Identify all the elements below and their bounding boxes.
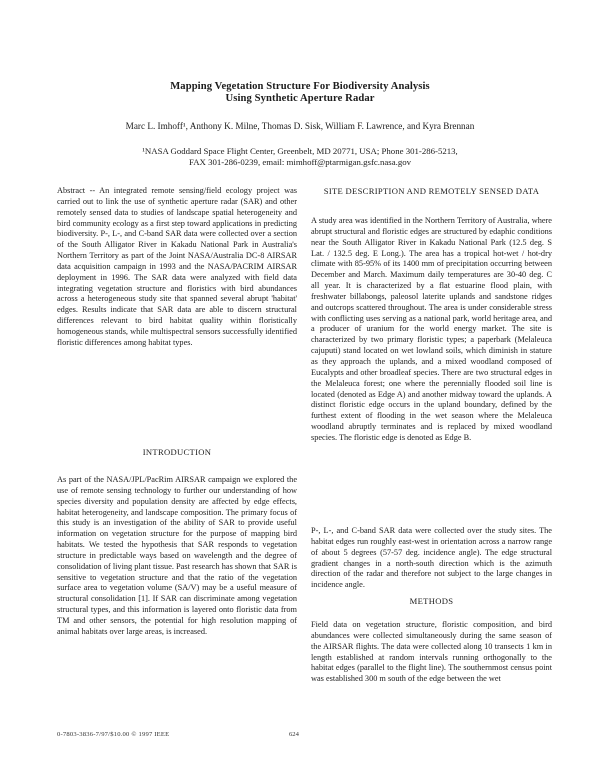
paper-title: [60, 81, 540, 106]
abstract-text: Abstract -- An integrated remote sensing/field ecology project was carried out to link the use of synthetic aperture radar (SAR) and other remotely sensed data to studies of landscape spatial heterogeneity and bird community ecology as a first step toward applications in predicting biodiversity. P-, L-, and C-band SAR data were collected over a section of the South Alligator River in Kakadu National Park in Australia's Northern Territory as part of the Joint NASA/Australia DC-8 AIRSAR data acquisition campaign in 1993 and the NASA/PACRIM AIRSAR deployment in 1996. The SAR data were analyzed with field data integrating vegetation structure and floristics with bird abundances across a heterogeneous study site that spanned several abrupt 'habitat' edges. Results indicate that SAR data are able to discern structural differences relevant to bird habitat quality within floristically homogeneous stands, while multispectral sensors successfully identified floristic differences among habitat types.: [57, 186, 297, 347]
title-line-1: Mapping Vegetation Structure For Biodiversity Analysis: [170, 81, 430, 92]
title-line-2: Using Synthetic Aperture Radar: [225, 93, 375, 105]
site-text-2: P-, L-, and C-band SAR data were collected over the study sites. The habitat edges run roughly east-west in orientation across a narrow range of about 5 degrees (57-57 deg. incidence angle). The edge structural gradient changes in a north-south direction which is the azimuth direction of the radar and therefore not subject to the large changes in incidence angle.: [311, 526, 552, 590]
site-heading: SITE DESCRIPTION AND REMOTELY SENSED DATA: [323, 186, 540, 196]
introduction-heading: INTRODUCTION: [142, 447, 212, 457]
methods-text: Field data on vegetation structure, floristic composition, and bird abundances were collected simultaneously during the same season of the AIRSAR flights. The data were collected along 10 transects 1 km in length established at random intervals running orthogonally to the habitat edges (parallel to the flight line). The southernmost census point was established 300 m south of the edge between the wet: [311, 620, 552, 684]
affiliation-line-2: FAX 301-286-0239, email: mimhoff@ptarmigan.gsfc.nasa.gov: [188, 157, 412, 167]
author-list: Marc L. Imhoff¹, Anthony K. Milne, Thomas D. Sisk, William F. Lawrence, and Kyra Brennan: [125, 121, 475, 131]
site-text-1: A study area was identified in the Northern Territory of Australia, where abrupt structural and floristic edges are structured by edaphic conditions near the South Alligator River in Kakadu National Park (12.5 deg. S Lat. / 132.5 deg. E Long.). The area has a tropical hot-wet / hot-dry climate with 85-95% of its 1400 mm of precipitation occurring between December and March. Maximum daily temperatures are 30-40 deg. C all year. It is characterized by a flat estuarine flood plain, with freshwater billabongs, paleosol laterite uplands and sandstone ridges and outcrops scattered throughout. The area is under considerable stress with conflicting uses serving as a national park, world heritage area, and a producer of uranium for the world energy market. The site is characterized by two primary floristic types; a paperbark (Melaleuca cajuputi) stand located on wet lowland soils, which diminish in stature as they approach the uplands, and a mixed woodland composed of Eucalypts and other broadleaf species. There are two structural edges in the Melaleuca forest; one where the perennially flooded soil line is located (denoted as Edge A) and another midway toward the uplands. A distinct floristic edge occurs in the upland boundary, defined by the furthest extent of flooding in the wet season where the Melaleuca woodland abruptly terminates and is replaced by mixed woodland species. The floristic edge is denoted as Edge B.: [311, 216, 552, 442]
affiliation: [60, 146, 540, 168]
isbn-footer: 0-7803-3836-7/97/$10.00 © 1997 IEEE: [57, 731, 170, 738]
affiliation-line-1: ¹NASA Goddard Space Flight Center, Greenbelt, MD 20771, USA; Phone 301-286-5213,: [142, 146, 458, 156]
introduction-text: As part of the NASA/JPL/PacRim AIRSAR campaign we explored the use of remote sensing technology to further our understanding of how species diversity and population density are affected by edge effects, habitat heterogeneity, and landscape composition. The primary focus of this study is an investigation of the ability of SAR to provide useful information on vegetation structure for the purpose of mapping bird habitats. We tested the hypothesis that SAR responds to vegetation structure in predictable ways based on wavelength and the degree of consolidation of living plant tissue. Past research has shown that SAR is sensitive to vegetation structure and that the ratio of the vegetation surface area to vegetation volume (SA/V) may be a useful measure of structural consolidation [1]. If SAR can discriminate among vegetation structural types, and this information is layered onto floristic data from TM and other sensors, the potential for high resolution mapping of animal habitats over large areas, is increased.: [57, 475, 297, 636]
methods-heading: METHODS: [409, 596, 454, 606]
page-number: 624: [289, 731, 299, 738]
